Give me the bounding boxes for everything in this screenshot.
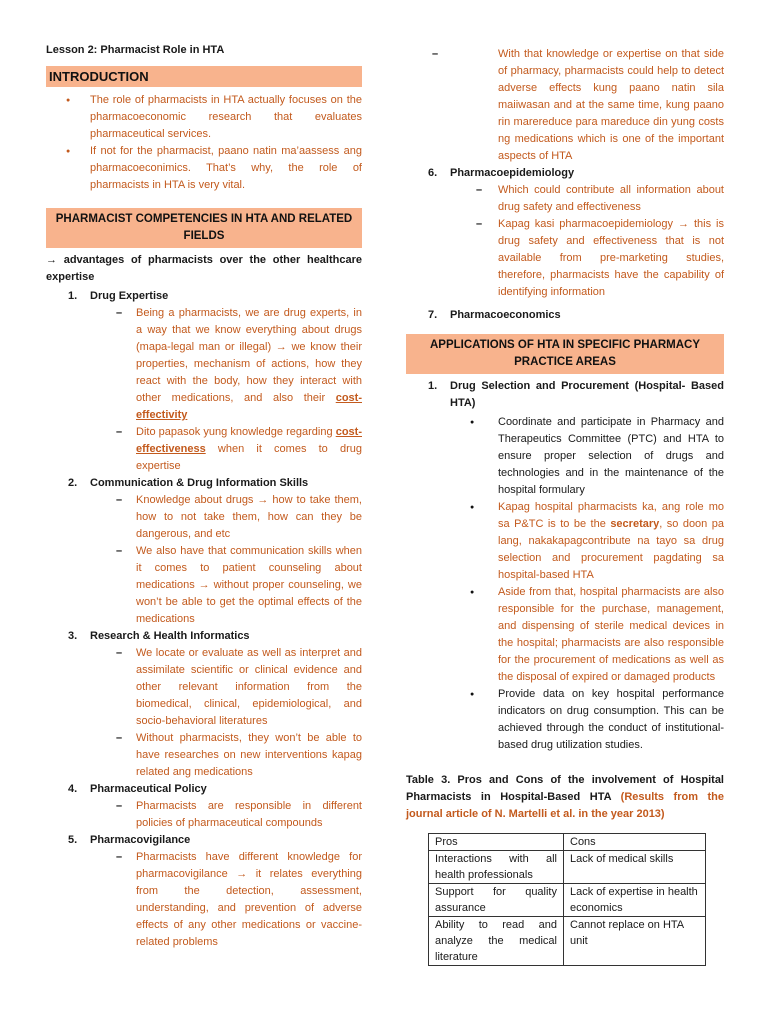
- item-detail: – Which could contribute all information about drug safety and effectiveness: [450, 182, 724, 216]
- item-number: 6.: [428, 167, 438, 179]
- table-cell: Cannot replace on HTA unit: [564, 917, 706, 966]
- item-detail: – We locate or evaluate as well as interpret and assimilate scientific or clinical evidence and other relevant information from the biomedical, clinical, epidemiological, and socio-behavioral literatures: [90, 645, 362, 730]
- competency-item-5: [46, 832, 362, 951]
- application-item-1: [406, 378, 724, 754]
- item-title: Research & Health Informatics: [90, 630, 250, 642]
- competencies-heading: PHARMACIST COMPETENCIES IN HTA AND RELATED FIELDS: [46, 208, 362, 248]
- table-caption-source: (Results from the journal article of N. Martelli et al. in the year 2013): [406, 791, 724, 820]
- table-row: [429, 917, 706, 966]
- item-number: 3.: [68, 630, 78, 642]
- right-column: [406, 46, 724, 966]
- highlight-term: cost-effectiveness: [136, 426, 362, 455]
- left-column: [46, 44, 362, 951]
- table-cell: Interactions with all health professionals: [429, 851, 564, 884]
- pros-cons-table: [428, 833, 706, 966]
- item-detail: – Pharmacists have different knowledge for pharmacovigilance → it relates everything from the detection, assessment, understanding, and prevention of adverse effects of any other medications or vaccine-related problems: [90, 849, 362, 951]
- competency-item-7: [406, 307, 724, 324]
- item-detail: – Kapag kasi pharmacoepidemiology → this is drug safety and effectiveness that is not available from pre-marketing studies, therefore, pharmacists have the capability of identifying information: [450, 216, 724, 301]
- item-detail: – Being a pharmacists, we are drug experts, in a way that we know everything about drugs (mapa-legal man or illegal) → we know their properties, mechanism of actions, how they react with the body, how they interact with other medications, and also their cost-effectivity: [90, 305, 362, 424]
- item-title: Drug Selection and Procurement (Hospital- Based HTA): [450, 380, 724, 409]
- table-cell: Lack of expertise in health economics: [564, 884, 706, 917]
- competency-item-3: [46, 628, 362, 781]
- intro-bullet-2: ● If not for the pharmacist, paano natin ma’aassess ang pharmacoeconimics. That’s why, the role of pharmacists in HTA is very vital.: [46, 143, 362, 194]
- bold-term: secretary: [610, 518, 660, 530]
- table-row: [429, 884, 706, 917]
- item-title: Pharmacovigilance: [90, 834, 191, 846]
- table-row: [429, 851, 706, 884]
- item-detail: – Pharmacists are responsible in different policies of pharmaceutical compounds: [90, 798, 362, 832]
- item-number: 4.: [68, 783, 78, 795]
- item-detail: – With that knowledge or expertise on that side of pharmacy, pharmacists could help to detect adverse effects kung paano natin sila maiiwasan and at the same time, kung paano rin marereduce para mareduce din yung costs ng medications which is one of the important aspects of HTA: [406, 46, 724, 165]
- application-bullet: ● Coordinate and participate in Pharmacy and Therapeutics Committee (PTC) and HTA to ensure proper selection of drugs and technologies and in the maintenance of the hospital formulary: [450, 414, 724, 499]
- table-cell: Ability to read and analyze the medical literature: [429, 917, 564, 966]
- item-number: 1.: [428, 380, 438, 392]
- item-number: 7.: [428, 309, 438, 321]
- applications-heading: APPLICATIONS OF HTA IN SPECIFIC PHARMACY PRACTICE AREAS: [406, 334, 724, 374]
- applications-list: [406, 378, 724, 754]
- competencies-intro: → advantages of pharmacists over the other healthcare expertise: [46, 254, 362, 283]
- item-detail: – Knowledge about drugs → how to take them, how to not take them, how can they be dangerous, and etc: [90, 492, 362, 543]
- item-title: Drug Expertise: [90, 290, 169, 302]
- item-title: Pharmacoeconomics: [450, 309, 561, 321]
- item-title: Pharmacoepidemiology: [450, 167, 575, 179]
- table-cell: Support for quality assurance: [429, 884, 564, 917]
- competency-item-4: [46, 781, 362, 832]
- item-number: 5.: [68, 834, 78, 846]
- item-detail: – Dito papasok yung knowledge regarding cost-effectiveness when it comes to drug expertise: [90, 424, 362, 475]
- competencies-list-continued: [406, 165, 724, 324]
- table-header-pros: Pros: [429, 834, 564, 851]
- competency-item-2: [46, 475, 362, 628]
- item-detail: – Without pharmacists, they won’t be able to have researches on new interventions kapag related ang medications: [90, 730, 362, 781]
- item-number: 2.: [68, 477, 78, 489]
- competency-item-6: [406, 165, 724, 301]
- table-caption: Table 3. Pros and Cons of the involvement of Hospital Pharmacists in Hospital-Based HTA (Results from the journal article of N. Martelli et al. in the year 2013): [406, 774, 724, 820]
- highlight-term: cost-effectivity: [136, 392, 362, 421]
- lesson-title: Lesson 2: Pharmacist Role in HTA: [46, 44, 225, 56]
- continued-detail-list: [406, 46, 724, 165]
- application-bullet: ● Aside from that, hospital pharmacists are also responsible for the purchase, management, and dispensing of sterile medical devices in the hospital; pharmacists are also responsible for the procurement of medications as well as the disposal of expired or damaged products: [450, 584, 724, 686]
- intro-bullet-list: [46, 92, 362, 194]
- competency-item-1: [46, 288, 362, 475]
- item-title: Pharmaceutical Policy: [90, 783, 207, 795]
- item-detail: – We also have that communication skills when it comes to patient counseling about medications → without proper counseling, we won’t be able to get the optimal effects of the medications: [90, 543, 362, 628]
- application-bullet: ● Provide data on key hospital performance indicators on drug consumption. This can be achieved through the conduct of institutional- based drug utilization studies.: [450, 686, 724, 754]
- item-title: Communication & Drug Information Skills: [90, 477, 309, 489]
- table-header-row: [429, 834, 706, 851]
- application-bullet: ● Kapag hospital pharmacists ka, ang role mo sa P&TC is to be the secretary, so doon pa lang, nakakapagcontribute na tayo sa drug selection and procurement pagdating sa hospital-based HTA: [450, 499, 724, 584]
- intro-bullet-1: ● The role of pharmacists in HTA actually focuses on the pharmacoeconomic research that evaluates pharmaceutical services.: [46, 92, 362, 143]
- table-cell: Lack of medical skills: [564, 851, 706, 884]
- item-number: 1.: [68, 290, 78, 302]
- competencies-list: [46, 288, 362, 951]
- table-header-cons: Cons: [564, 834, 706, 851]
- intro-heading: INTRODUCTION: [46, 66, 362, 87]
